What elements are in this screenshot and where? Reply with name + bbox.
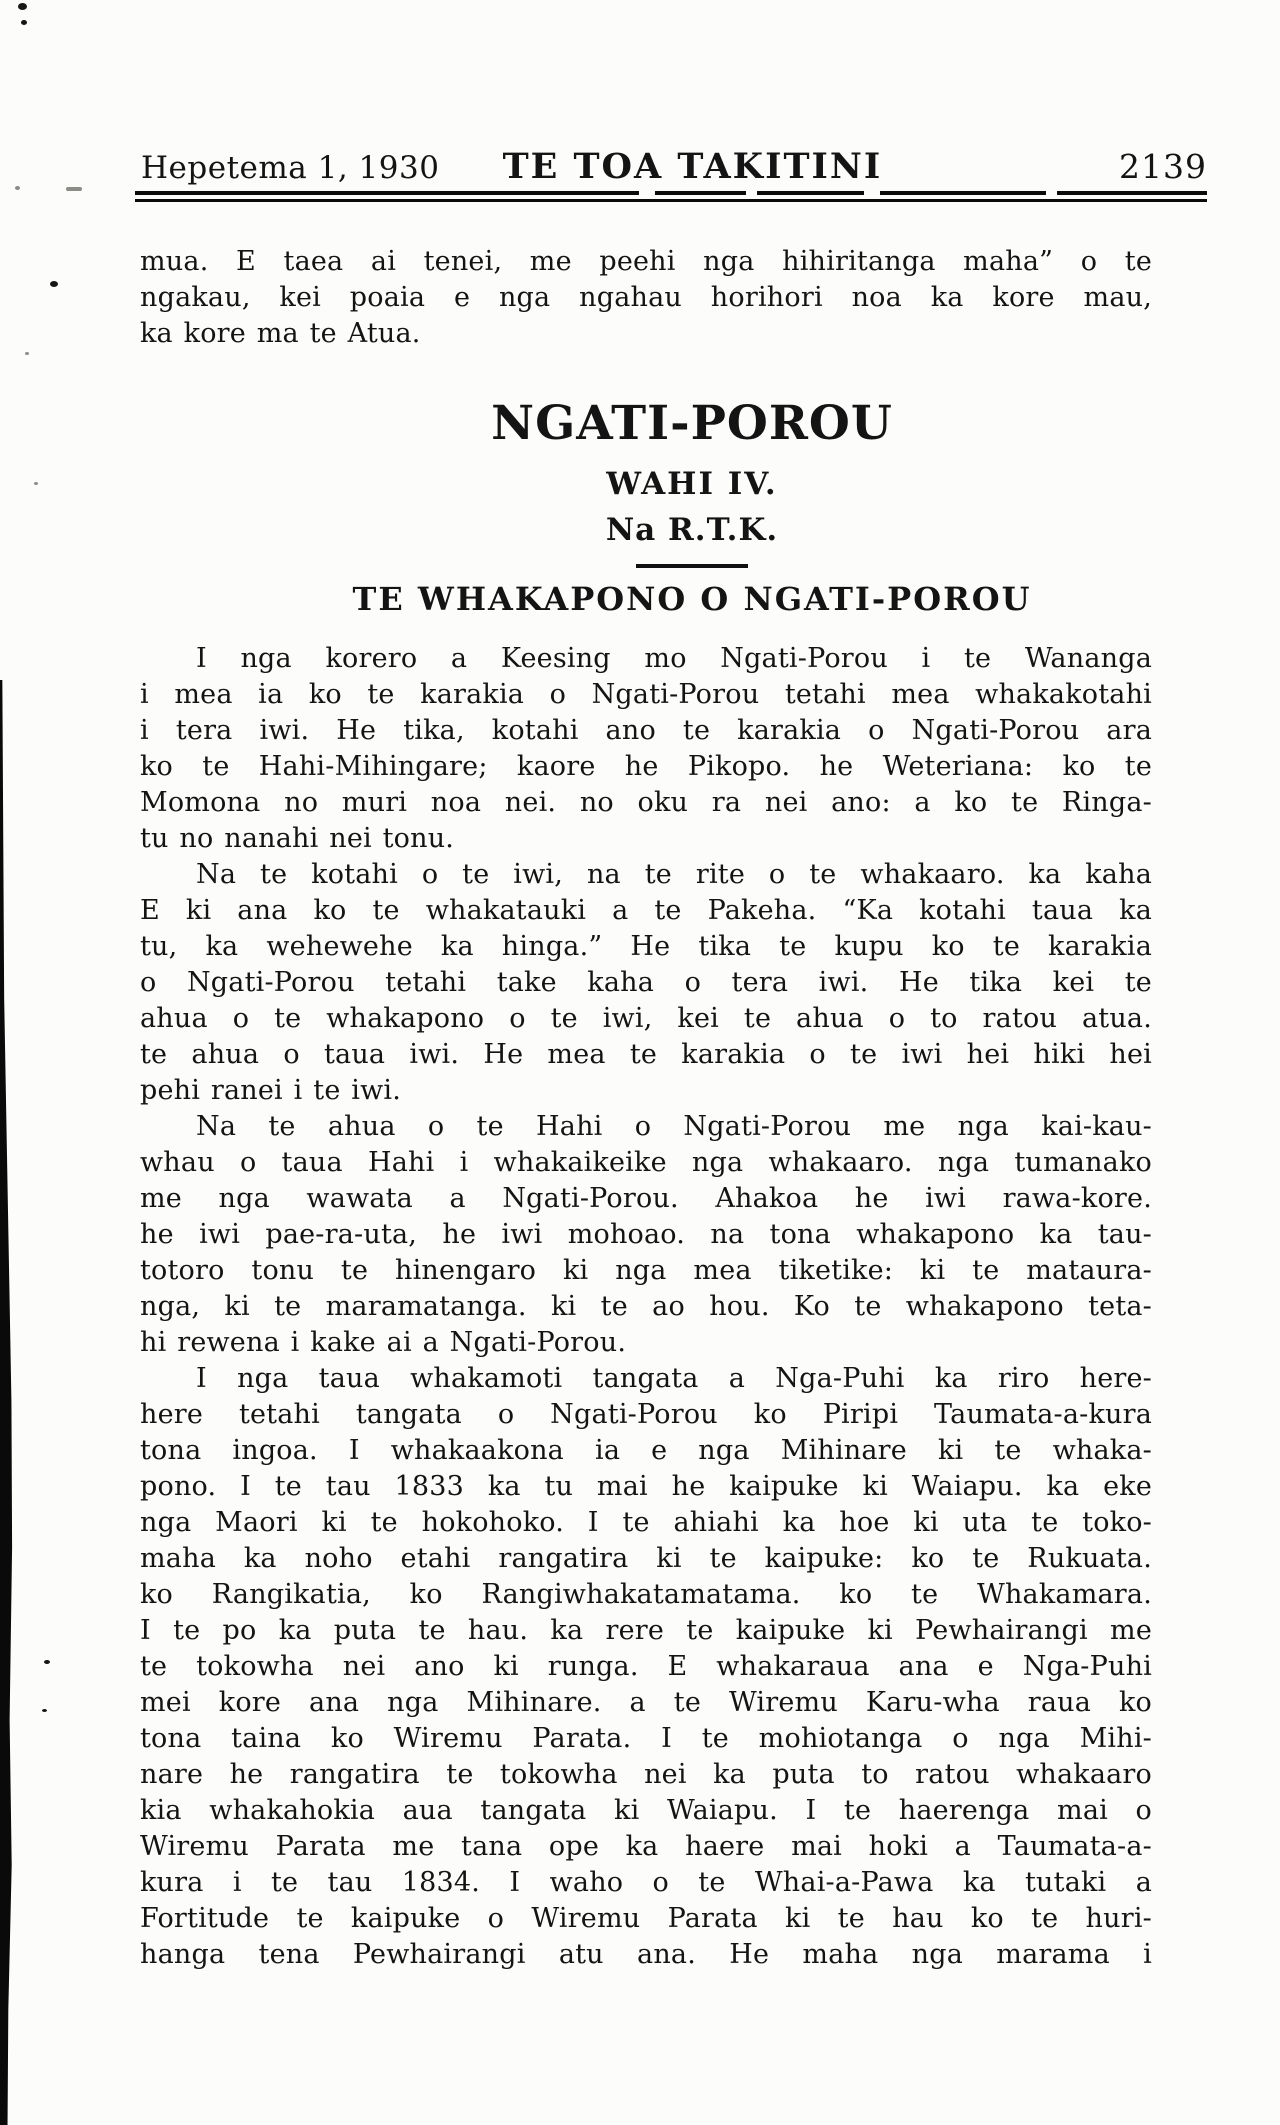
text-line: nare he rangatira te tokowha nei ka puta to ratou whakaaro <box>140 1759 1152 1790</box>
text-line: whau o taua Hahi i whakaikeike nga whakaaro. nga tumanako <box>140 1147 1152 1178</box>
scan-speck <box>50 281 58 287</box>
text-line: maha ka noho etahi rangatira ki te kaipuke: ko te Rukuata. <box>140 1543 1152 1574</box>
article-part: WAHI IV. <box>606 466 778 502</box>
text-line: hanga tena Pewhairangi atu ana. He maha nga marama i <box>140 1939 1152 1970</box>
scan-speck <box>44 1660 50 1664</box>
byline-rule <box>636 564 748 568</box>
text-line: kia whakahokia aua tangata ki Waiapu. I te haerenga mai o <box>140 1795 1152 1826</box>
page-number: 2139 <box>1119 147 1207 186</box>
text-line: o Ngati-Porou tetahi take kaha o tera iwi. He tika kei te <box>140 967 1152 998</box>
text-line: tona ingoa. I whakaakona ia e nga Mihinare ki te whaka- <box>140 1435 1152 1466</box>
paragraph <box>140 244 1152 352</box>
scan-gutter-bar <box>0 680 13 2125</box>
text-line: i tera iwi. He tika, kotahi ano te karakia o Ngati-Porou ara <box>140 715 1152 746</box>
text-line: Na te kotahi o te iwi, na te rite o te whakaaro. ka kaha <box>196 859 1152 890</box>
text-line: tu, ka wehewehe ka hinga.” He tika te kupu ko te karakia <box>140 931 1152 962</box>
paragraph <box>140 1109 1152 1361</box>
article-byline: Na R.T.K. <box>605 512 779 548</box>
text-line: mei kore ana nga Mihinare. a te Wiremu Karu-wha raua ko <box>140 1687 1152 1718</box>
text-line: ko te Hahi-Mihingare; kaore he Pikopo. he Weteriana: ko te <box>140 751 1152 782</box>
scan-speck <box>25 352 29 355</box>
page-header <box>135 140 1207 188</box>
text-line: hi rewena i kake ai a Ngati-Porou. <box>140 1327 627 1358</box>
text-line: te ahua o taua iwi. He mea te karakia o te iwi hei hiki hei <box>140 1039 1152 1070</box>
scan-speck <box>18 3 27 10</box>
scan-speck <box>21 20 27 25</box>
text-line: ahua o te whakapono o te iwi, kei te ahua o to ratou atua. <box>140 1003 1152 1034</box>
text-line: E ki ana ko te whakatauki a te Pakeha. “Ka kotahi taua ka <box>140 895 1152 926</box>
text-line: Fortitude te kaipuke o Wiremu Parata ki te hau ko te huri- <box>140 1903 1152 1934</box>
text-line: nga, ki te maramatanga. ki te ao hou. Ko te whakapono teta- <box>140 1291 1152 1322</box>
text-line: I nga taua whakamoti tangata a Nga-Puhi ka riro here- <box>196 1363 1152 1394</box>
scan-speck <box>34 482 38 485</box>
text-line: ka kore ma te Atua. <box>140 318 421 349</box>
article-body <box>140 641 1152 1973</box>
text-line: I nga korero a Keesing mo Ngati-Porou i te Wananga <box>196 643 1152 674</box>
text-line: Na te ahua o te Hahi o Ngati-Porou me nga kai-kau- <box>196 1111 1152 1142</box>
text-line: kura i te tau 1834. I waho o te Whai-a-Pawa ka tutaki a <box>140 1867 1152 1898</box>
text-line: I te po ka puta te hau. ka rere te kaipuke ki Pewhairangi me <box>140 1615 1152 1646</box>
continued-paragraph <box>140 244 1152 352</box>
paragraph <box>140 857 1152 1109</box>
text-line: ngakau, kei poaia e nga ngahau horihori noa ka kore mau, <box>140 282 1152 313</box>
text-line: te tokowha nei ano ki runga. E whakaraua ana e Nga-Puhi <box>140 1651 1152 1682</box>
masthead-title: TE TOA TAKITINI <box>502 146 883 187</box>
scan-speck <box>15 186 20 190</box>
text-line: here tetahi tangata o Ngati-Porou ko Piripi Taumata-a-kura <box>140 1399 1152 1430</box>
article-title: NGATI-POROU <box>491 396 893 451</box>
scan-speck <box>66 187 82 191</box>
text-line: pehi ranei i te iwi. <box>140 1075 402 1106</box>
section-heading: TE WHAKAPONO O NGATI-POROU <box>352 580 1032 618</box>
text-line: totoro tonu te hinengaro ki nga mea tiketike: ki te mataura- <box>140 1255 1152 1286</box>
text-line: mua. E taea ai tenei, me peehi nga hihiritanga maha” o te <box>140 246 1152 277</box>
paragraph <box>140 641 1152 857</box>
text-line: he iwi pae-ra-uta, he iwi mohoao. na tona whakapono ka tau- <box>140 1219 1152 1250</box>
text-line: Wiremu Parata me tana ope ka haere mai hoki a Taumata-a- <box>140 1831 1152 1862</box>
text-line: tona taina ko Wiremu Parata. I te mohiotanga o nga Mihi- <box>140 1723 1152 1754</box>
header-date: Hepetema 1, 1930 <box>141 150 440 186</box>
text-line: pono. I te tau 1833 ka tu mai he kaipuke ki Waiapu. ka eke <box>140 1471 1152 1502</box>
article-heading-block <box>186 396 1198 618</box>
text-line: i mea ia ko te karakia o Ngati-Porou tetahi mea whakakotahi <box>140 679 1152 710</box>
text-line: Momona no muri noa nei. no oku ra nei ano: a ko te Ringa- <box>140 787 1152 818</box>
text-line: nga Maori ki te hokohoko. I te ahiahi ka hoe ki uta te toko- <box>140 1507 1152 1538</box>
paragraph <box>140 1361 1152 1973</box>
header-rule-top <box>135 191 1207 195</box>
text-line: me nga wawata a Ngati-Porou. Ahakoa he iwi rawa-kore. <box>140 1183 1152 1214</box>
text-line: tu no nanahi nei tonu. <box>140 823 455 854</box>
text-line: ko Rangikatia, ko Rangiwhakatamatama. ko te Whakamara. <box>140 1579 1152 1610</box>
scan-speck <box>42 1709 47 1712</box>
header-rule-bottom <box>135 199 1207 202</box>
